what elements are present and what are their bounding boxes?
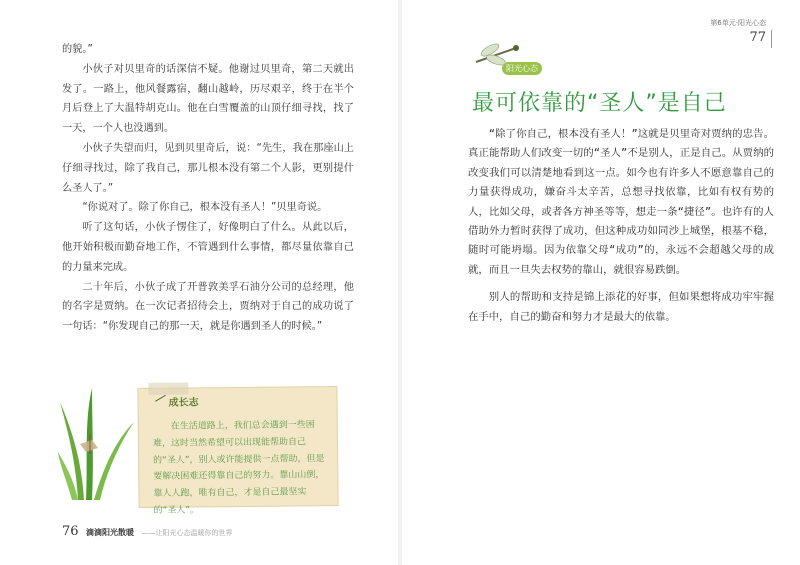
paragraph: 小伙子对贝里奇的话深信不疑。他谢过贝里奇，第二天就出发了。一路上，他风餐露宿，翻山越岭，历尽艰辛，终于在半个月后登上了大温特胡克山。他在白雪覆盖的山顶仔细寻找，找了一天，一个人也没遇到。 <box>62 63 354 135</box>
paragraph: 小伙子失望而归，见到贝里奇后，说：“先生，我在那座山上仔细寻找过，除了我自己，那儿根本没有第二个人影，更别提什么圣人了。” <box>62 142 354 194</box>
note-title: 成长志 <box>168 397 199 409</box>
paragraph: 二十年后，小伙子成了开普敦美孚石油分公司的总经理，他的名字是贾纳。在一次记者招待会上，贾纳对于自己的成功说了一句话：“你发现自己的那一天，就是你遇到圣人的时候。” <box>62 281 354 333</box>
paragraph: 别人的帮助和支持是锦上添花的好事，但如果想将成功牢牢握在手中，自己的勤奋和努力才是最大的依靠。 <box>468 291 774 323</box>
paragraph: 的貌。” <box>62 44 93 55</box>
note-text: 在生活道路上，我们总会遇到一些困难，这时当然希望可以出现能帮助自己的“圣人”，别人或许能提供一点帮助，但是要解决困难还得靠自己的努力。靠山山倒，靠人人跑，唯有自己，才是自己最坚实的“圣人”。 <box>152 420 325 516</box>
left-body-text <box>62 40 354 337</box>
paragraph: “你说对了。除了你自己，根本没有圣人！”贝里奇说。 <box>82 202 328 214</box>
grass-illustration <box>58 382 138 502</box>
pin-icon <box>155 395 166 402</box>
series-title: 第6单元·阳光心态 <box>710 19 766 27</box>
section-badge: 阳光心态 <box>502 62 542 75</box>
right-folio <box>710 18 766 45</box>
left-folio <box>62 524 233 539</box>
page-number: 76 <box>62 524 79 539</box>
page-number: 77 <box>749 30 766 45</box>
growth-note-card <box>137 386 338 516</box>
left-page <box>0 0 398 565</box>
paragraph: “除了你自己，根本没有圣人！”这就是贝里奇对贾纳的忠告。真正能帮助人们改变一切的“圣人”不是别人，正是自己。从贾纳的改变我们可以清楚地看到这一点。如今也有许多人不愿意靠自己的力量获得成功，嫌奋斗太辛苦，总想寻找依靠，比如有权有势的人，比如父母，或者各方神圣等等，想走一条“捷径”。也许有的人借助外力暂时获得了成功，但这种成功如同沙上城堡，根基不稳，随时可能坍塌。因为依靠父母“成功”的，永远不会超越父母的成就，而且一旦失去权势的靠山，就很容易跌倒。 <box>468 128 774 276</box>
article-headline: 最可依靠的“圣人”是自己 <box>472 91 727 116</box>
series-subtitle: ——让阳光心态温暖你的世界 <box>141 529 233 537</box>
right-body-text <box>468 125 774 327</box>
folio-divider <box>771 30 772 48</box>
paragraph: 听了这句话，小伙子愣住了，好像明白了什么。从此以后，他开始积极而勤奋地工作，不管遇到什么事情，都尽量依靠自己的力量来完成。 <box>62 222 354 273</box>
right-page <box>402 0 800 565</box>
series-title: 滴滴阳光散暖 <box>86 528 135 537</box>
